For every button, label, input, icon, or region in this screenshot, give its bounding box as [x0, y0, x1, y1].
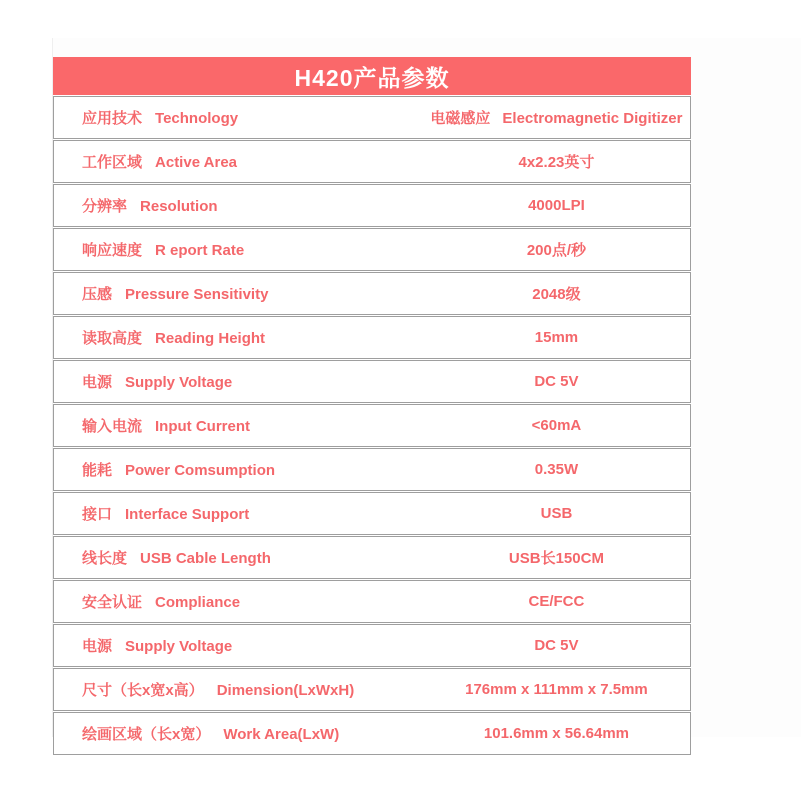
row-label-en: Input Current [155, 418, 251, 435]
row-label-en: Compliance [155, 594, 241, 611]
row-label-cn: 电源 [82, 638, 113, 655]
row-value [423, 547, 690, 568]
spec-row-report-rate [53, 228, 691, 271]
spec-row-pressure-sensitivity [53, 272, 691, 315]
row-value-text: 4000LPI [528, 197, 585, 214]
row-label-en: USB Cable Length [140, 550, 271, 567]
row-label-cn: 电源 [82, 374, 113, 391]
table-title: H420产品参数 [294, 64, 450, 91]
spec-row-power-consumption [53, 448, 691, 491]
row-label-cn: 工作区域 [82, 154, 143, 171]
row-value [423, 151, 690, 172]
row-value-text: Electromagnetic Digitizer [502, 110, 683, 127]
row-label-en: Pressure Sensitivity [125, 286, 269, 303]
row-label [54, 503, 423, 524]
spec-row-usb-cable-length [53, 536, 691, 579]
row-label-en: R eport Rate [155, 242, 245, 259]
row-label [54, 591, 423, 612]
row-value-text: DC 5V [534, 373, 579, 390]
spec-row-active-area [53, 140, 691, 183]
spec-row-technology [53, 96, 691, 139]
row-value [423, 681, 690, 698]
row-value-text: 0.35W [534, 461, 579, 478]
spec-row-resolution [53, 184, 691, 227]
row-label-cn: 绘画区域（长x宽） [82, 726, 211, 743]
row-label-cn: 线长度 [82, 550, 128, 567]
row-value-text: 101.6mm x 56.64mm [483, 725, 629, 742]
spec-row-reading-height [53, 316, 691, 359]
row-label-cn: 应用技术 [82, 110, 143, 127]
row-value [423, 461, 690, 478]
row-label [54, 415, 423, 436]
row-value [423, 725, 690, 742]
row-label [54, 723, 423, 744]
row-label [54, 283, 423, 304]
row-label [54, 371, 423, 392]
row-value-text: 2048级 [532, 286, 581, 303]
row-value [423, 417, 690, 434]
row-label [54, 679, 423, 700]
row-label-cn: 能耗 [82, 462, 113, 479]
row-label-cn: 安全认证 [82, 594, 143, 611]
spec-row-work-area [53, 712, 691, 755]
row-value-cn: 电磁感应 [430, 110, 491, 127]
row-value [423, 107, 690, 128]
row-value [423, 239, 690, 260]
row-label-cn: 读取高度 [82, 330, 143, 347]
row-label [54, 195, 423, 216]
row-label-cn: 响应速度 [82, 242, 143, 259]
row-value-text: DC 5V [534, 637, 579, 654]
row-value-text: USB [540, 505, 573, 522]
spec-table [53, 57, 691, 743]
row-label-cn: 分辨率 [82, 198, 128, 215]
row-value-text: <60mA [531, 417, 582, 434]
row-label-en: Supply Voltage [125, 374, 233, 391]
row-label-en: Supply Voltage [125, 638, 233, 655]
row-label [54, 151, 423, 172]
row-value-text: 4x2.23英寸 [518, 154, 595, 171]
row-label [54, 459, 423, 480]
row-label [54, 547, 423, 568]
row-value [423, 197, 690, 214]
row-value-text: CE/FCC [528, 593, 585, 610]
spec-row-dimension [53, 668, 691, 711]
spec-row-interface-support [53, 492, 691, 535]
spec-row-compliance [53, 580, 691, 623]
row-label-en: Work Area(LxW) [223, 726, 340, 743]
row-value-text: 176mm x 111mm x 7.5mm [465, 681, 648, 698]
row-label [54, 327, 423, 348]
row-label-cn: 输入电流 [82, 418, 143, 435]
row-label-en: Power Comsumption [125, 462, 276, 479]
row-value-text: USB长150CM [508, 550, 604, 567]
row-label-cn: 尺寸（长x宽x高） [82, 682, 204, 699]
spec-row-supply-voltage-1 [53, 360, 691, 403]
row-label [54, 107, 423, 128]
spec-row-input-current [53, 404, 691, 447]
row-value [423, 637, 690, 654]
row-value-text: 200点/秒 [526, 242, 587, 259]
row-label-en: Reading Height [155, 330, 266, 347]
row-value [423, 505, 690, 522]
table-header [53, 57, 691, 95]
row-value [423, 373, 690, 390]
row-label-en: Resolution [140, 198, 218, 215]
row-label [54, 635, 423, 656]
row-value-text: 15mm [534, 329, 579, 346]
row-label-en: Interface Support [125, 506, 250, 523]
row-label-en: Technology [155, 110, 239, 127]
row-label-cn: 接口 [82, 506, 113, 523]
row-label-cn: 压感 [82, 286, 113, 303]
row-value [423, 329, 690, 346]
spec-row-supply-voltage-2 [53, 624, 691, 667]
row-label-en: Dimension(LxWxH) [216, 682, 355, 699]
row-value [423, 593, 690, 610]
row-label-en: Active Area [155, 154, 238, 171]
row-value [423, 283, 690, 304]
row-label [54, 239, 423, 260]
